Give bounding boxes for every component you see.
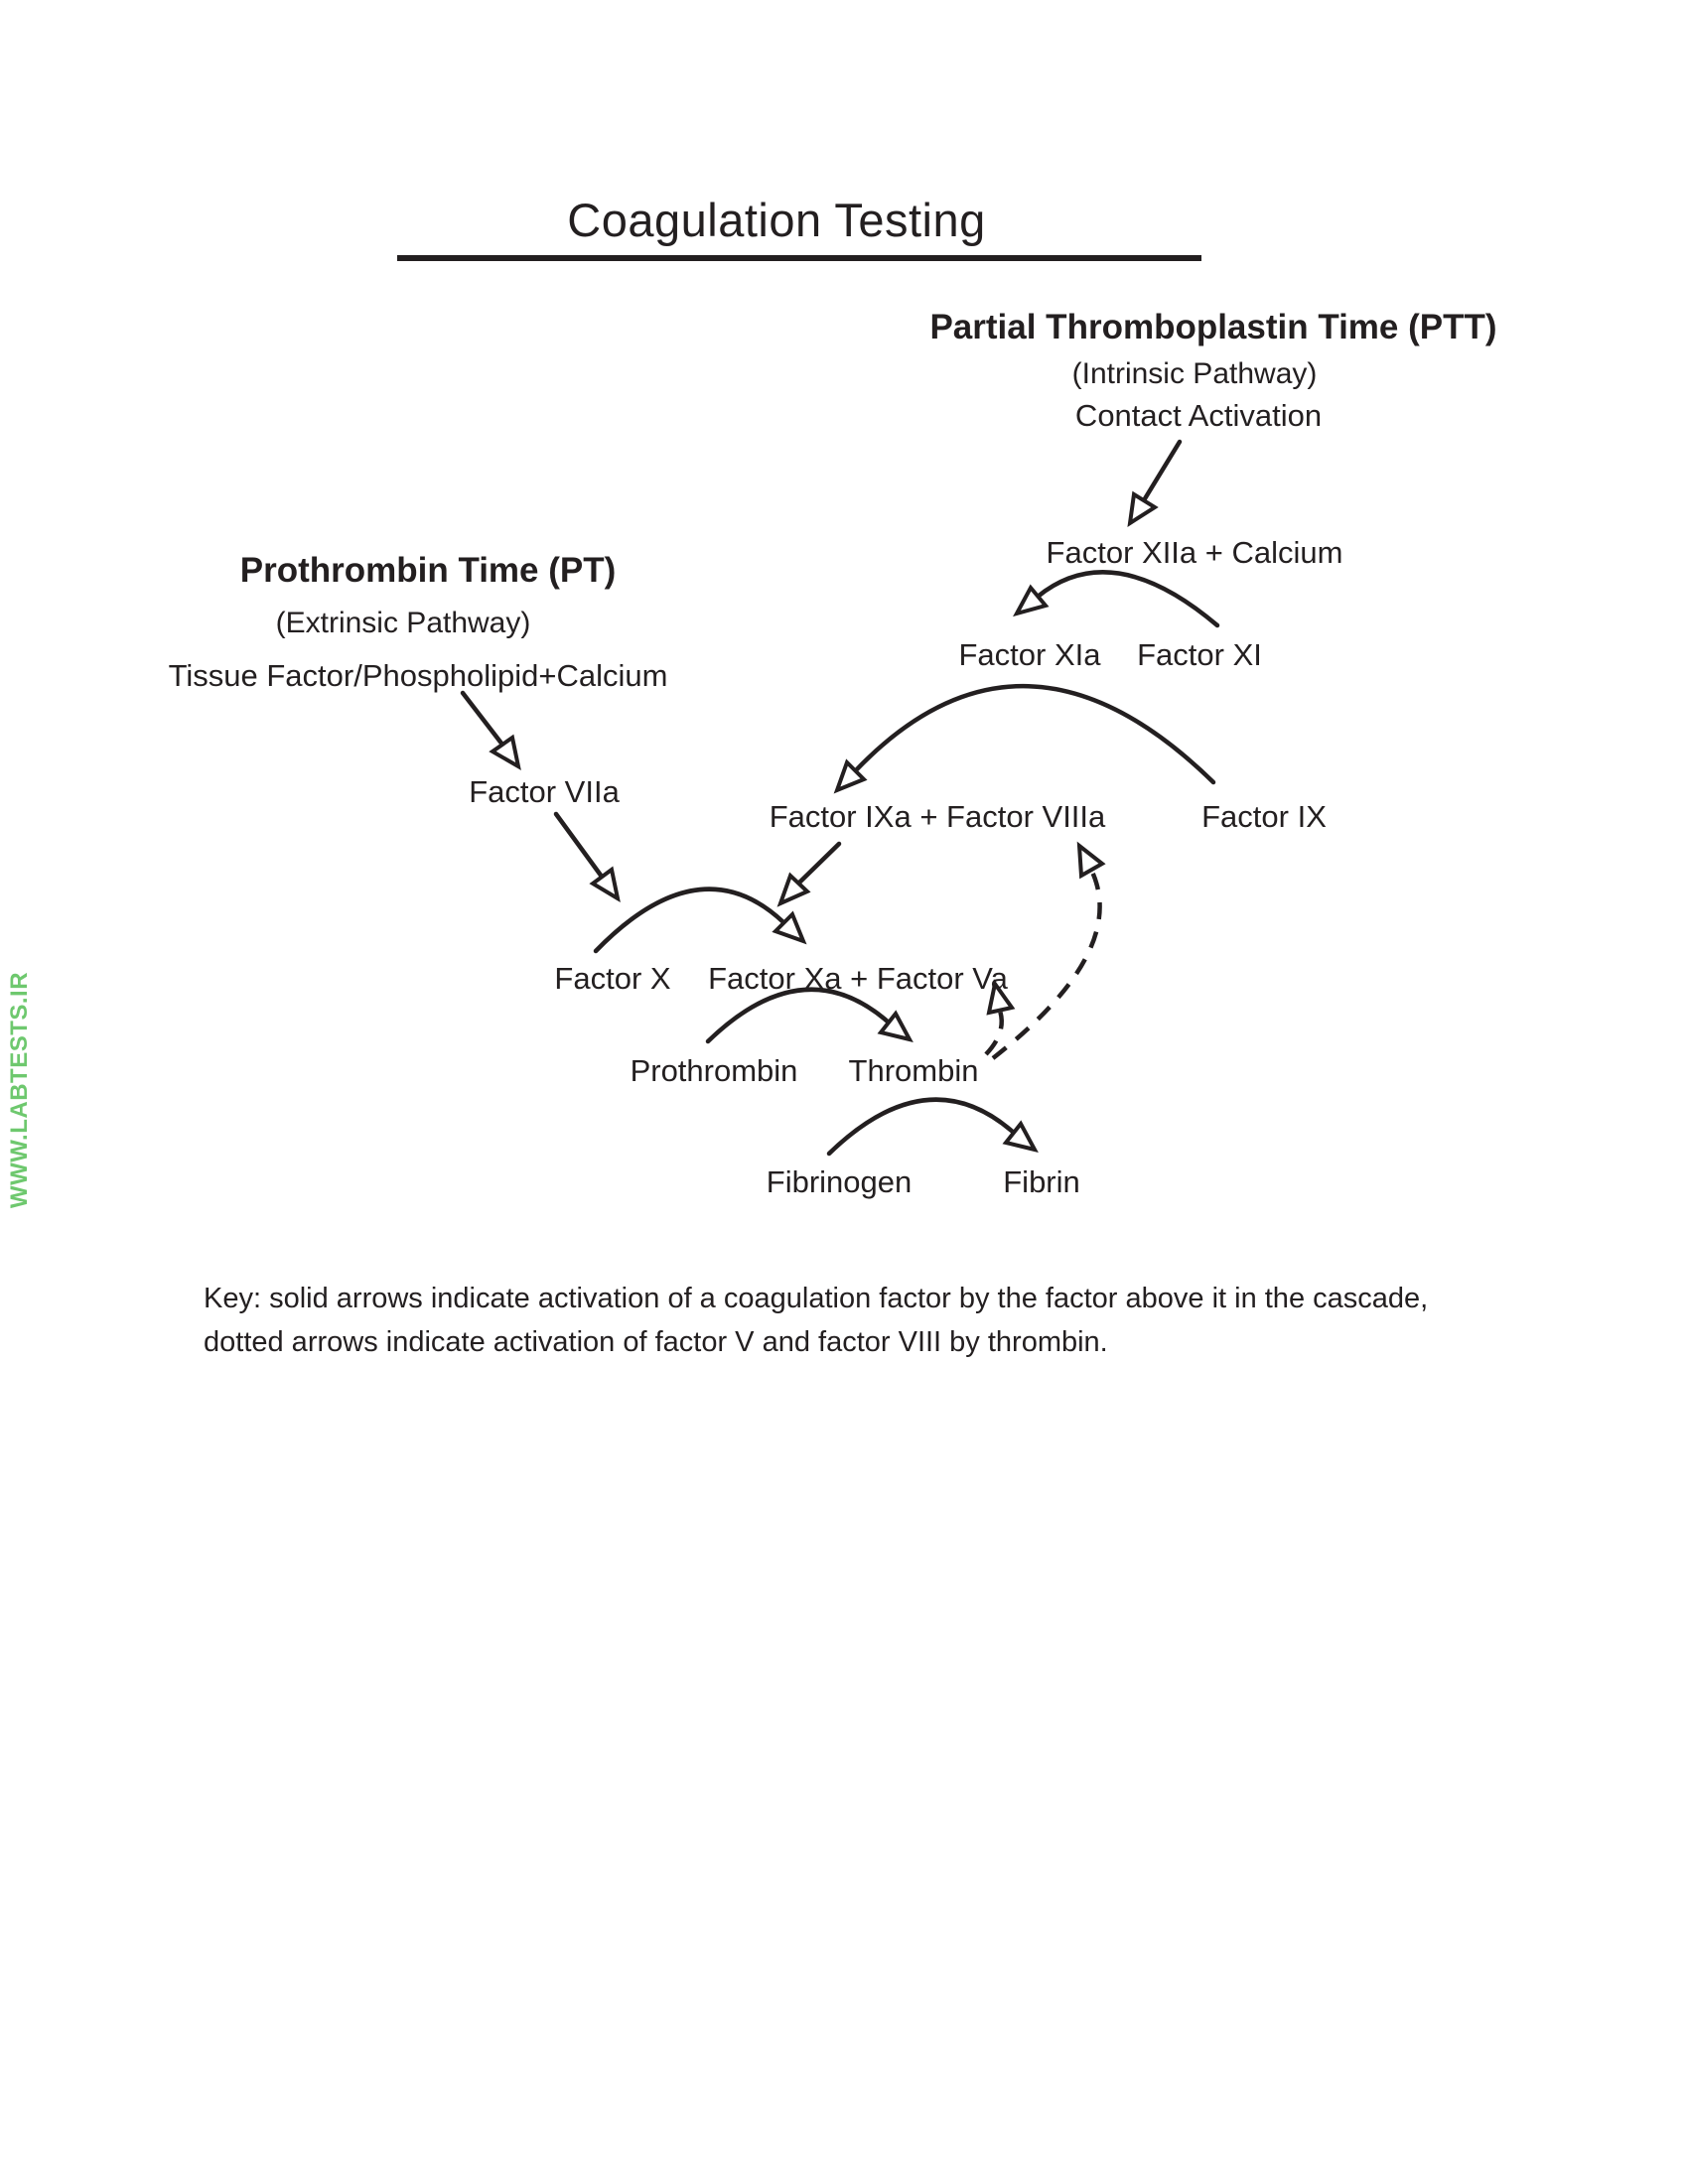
node-factor-xia: Factor XIa	[958, 637, 1101, 672]
arrow-factor-viia-to-factor-x	[556, 814, 602, 877]
arc-factor-x-to-factor-xa	[596, 889, 783, 951]
arrow-tissue-factor-to-factor-viia	[463, 693, 502, 745]
node-tissue-factor: Tissue Factor/Phospholipid+Calcium	[168, 658, 668, 693]
dashed-arrow-thrombin-to-factor-viiia-head	[1079, 846, 1102, 876]
node-factor-ix: Factor IX	[1201, 799, 1327, 834]
node-factor-xiia-calcium: Factor XIIa + Calcium	[1046, 535, 1343, 570]
node-fibrinogen: Fibrinogen	[766, 1164, 913, 1199]
node-factor-viia: Factor VIIa	[469, 774, 620, 809]
node-factor-xi: Factor XI	[1137, 637, 1262, 672]
key-text	[204, 1277, 1428, 1364]
node-thrombin: Thrombin	[848, 1053, 979, 1088]
arrow-factor-ixa-to-factor-x	[798, 844, 839, 884]
page-title: Coagulation Testing	[567, 194, 986, 246]
title-underline	[397, 255, 1201, 261]
node-factor-xa-va: Factor Xa + Factor Va	[708, 961, 1008, 996]
arrow-tissue-factor-to-factor-viia-head	[492, 738, 518, 766]
dashed-arrow-thrombin-to-factor-viiia	[993, 870, 1100, 1058]
node-fibrin: Fibrin	[1003, 1164, 1080, 1199]
node-factor-x: Factor X	[554, 961, 671, 996]
dashed-arrow-thrombin-to-factor-va	[986, 1011, 1002, 1054]
arc-factor-ix-to-factor-ixa	[855, 686, 1213, 782]
arc-prothrombin-to-thrombin	[708, 990, 889, 1041]
key-line-2: dotted arrows indicate activation of factor V and factor VIII by thrombin.	[204, 1326, 1108, 1358]
pt-subheading: (Extrinsic Pathway)	[275, 607, 531, 639]
node-prothrombin: Prothrombin	[630, 1053, 798, 1088]
arc-factor-xi-to-factor-xia	[1038, 572, 1217, 625]
ptt-heading: Partial Thromboplastin Time (PTT)	[929, 308, 1497, 346]
arrow-contact-to-factor-xiia	[1144, 442, 1180, 500]
node-contact-activation: Contact Activation	[1074, 398, 1323, 433]
key-line-1: Key: solid arrows indicate activation of a coagulation factor by the factor above it in the cascade,	[204, 1283, 1429, 1314]
arrow-factor-viia-to-factor-x-head	[593, 870, 618, 898]
pt-heading: Prothrombin Time (PT)	[239, 551, 617, 590]
ptt-subheading: (Intrinsic Pathway)	[1071, 357, 1318, 390]
arrow-contact-to-factor-xiia-head	[1130, 494, 1155, 523]
node-factor-ixa-viiia: Factor IXa + Factor VIIIa	[769, 799, 1106, 834]
arc-fibrinogen-to-fibrin	[829, 1100, 1014, 1154]
watermark: WWW.LABTESTS.IR	[6, 971, 33, 1209]
